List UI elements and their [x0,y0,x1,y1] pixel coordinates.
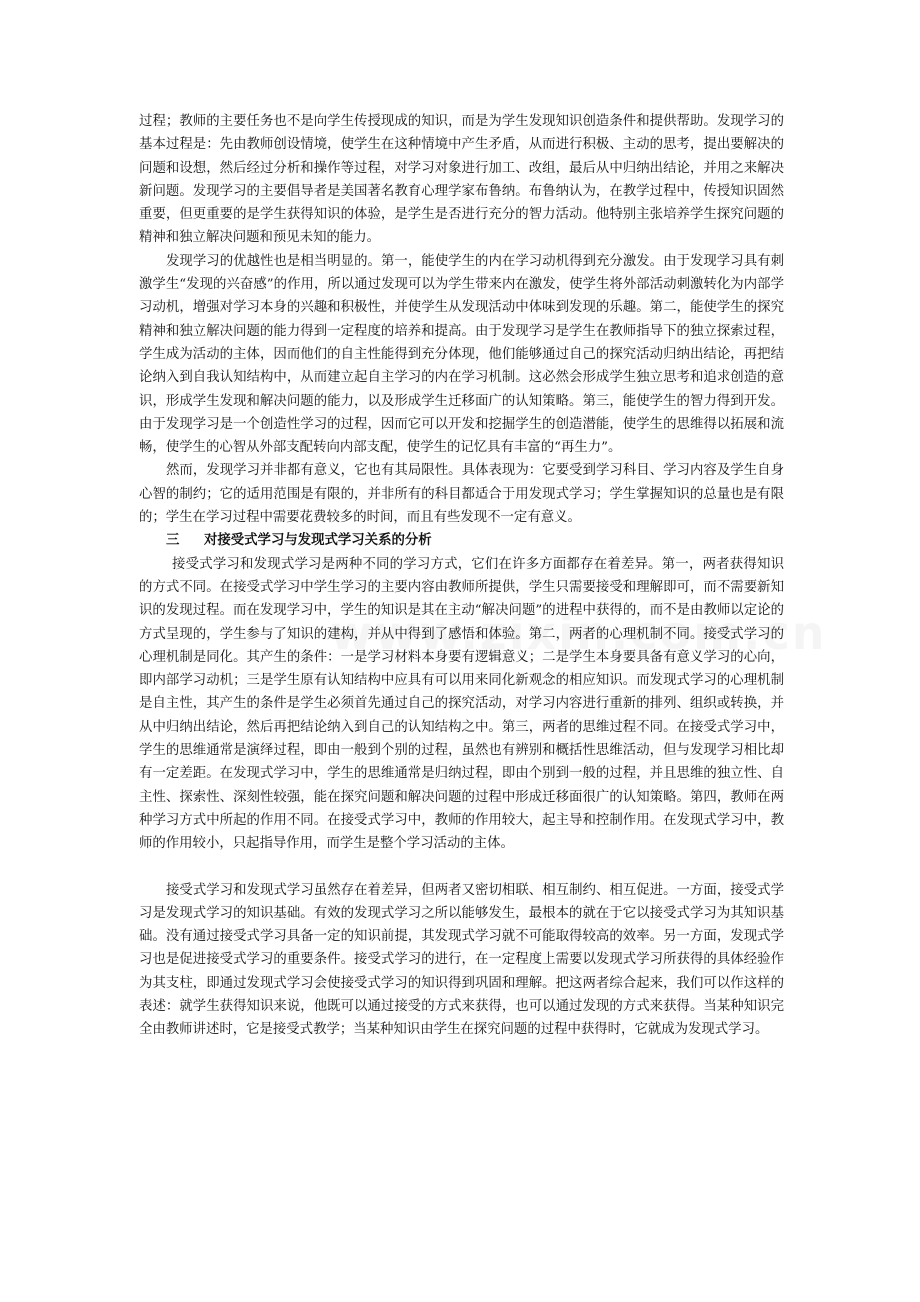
section-heading-title: 对接受式学习与发现式学习关系的分析 [204,532,432,549]
section-heading [139,529,784,552]
paragraph-differences: 接受式学习和发现式学习是两种不同的学习方式，它们在许多方面都存在着差异。第一，两者获得知识的方式不同。在接受式学习中学生学习的主要内容由教师所提供，学生只需要接受和理解即可，而不需要新知识的发现过程。而在发现学习中，学生的知识是其在主动“解决问题”的进程中获得的，而不是由教师以定论的方式呈现的，学生参与了知识的建构，并从中得到了感悟和体验。第二，两者的心理机制不同。接受式学习的心理机制是同化。其产生的条件：一是学习材料本身要有逻辑意义；二是学生本身要具备有意义学习的心向，即内部学习动机；三是学生原有认知结构中应具有可以用来同化新观念的相应知识。而发现式学习的心理机制是自主性，其产生的条件是学生必须首先通过自己的探究活动，对学习内容进行重新的排列、组织或转换，并从中归纳出结论，然后再把结论纳入到自己的认知结构之中。第三，两者的思维过程不同。在接受式学习中，学生的思维通常是演绎过程，即由一般到个别的过程，虽然也有辨别和概括性思维活动，但与发现学习相比却有一定差距。在发现式学习中，学生的思维通常是归纳过程，即由个别到一般的过程，并且思维的独立性、自主性、探索性、深刻性较强，能在探究问题和解决问题的过程中形成迁移面很广的认知策略。第四，教师在两种学习方式中所起的作用不同。在接受式学习中，教师的作用较大，起主导和控制作用。在发现式学习中，教师的作用较小，只起指导作用，而学生是整个学习活动的主体。 [139,556,784,852]
paragraph-discovery-limitations: 然而，发现学习并非都有意义，它也有其局限性。具体表现为：它要受到学习科目、学习内容及学生自身心智的制约；它的适用范围是有限的，并非所有的科目都适合于用发现式学习；学生掌握知识的总量也是有限的；学生在学习过程中需要花费较多的时间，而且有些发现不一定有意义。 [139,463,784,526]
document-page [139,110,784,1042]
paragraph-gap [139,856,784,879]
paragraph-discovery-advantages: 发现学习的优越性也是相当明显的。第一，能使学生的内在学习动机得到充分激发。由于发现学习具有刺激学生“发现的兴奋感”的作用，所以通过发现可以为学生带来内在激发，使学生将外部活动刺激转化为内部学习动机，增强对学习本身的兴趣和积极性，并使学生从发现活动中体味到发现的乐趣。第二，能使学生的探究精神和独立解决问题的能力得到一定程度的培养和提高。由于发现学习是学生在教师指导下的独立探索过程，学生成为活动的主体，因而他们的自主性能得到充分体现，他们能够通过自己的探究活动归纳出结论，再把结论纳入到自我认知结构中，从而建立起自主学习的内在学习机制。这必然会形成学生独立思考和追求创造的意识，形成学生发现和解决问题的能力，以及形成学生迁移面广的认知策略。第三，能使学生的智力得到开发。由于发现学习是一个创造性学习的过程，因而它可以开发和挖掘学生的创造潜能，使学生的思维得以拓展和流畅，使学生的心智从外部支配转向内部支配，使学生的记忆具有丰富的“再生力”。 [139,253,784,456]
paragraph-discovery-process: 过程；教师的主要任务也不是向学生传授现成的知识，而是为学生发现知识创造条件和提供帮助。发现学习的基本过程是：先由教师创设情境，使学生在这种情境中产生矛盾，从而进行积极、主动的思考，提出要解决的问题和设想，然后经过分析和操作等过程，对学习对象进行加工、改组，最后从中归纳出结论，并用之来解决新问题。发现学习的主要倡导者是美国著名教育心理学家布鲁纳。布鲁纳认为，在教学过程中，传授知识固然重要，但更重要的是学生获得知识的体验，是学生是否进行充分的智力活动。他特别主张培养学生探究问题的精神和独立解决问题和预见未知的能力。 [139,114,784,246]
paragraph-relationship: 接受式学习和发现式学习虽然存在着差异，但两者又密切相联、相互制约、相互促进。一方面，接受式学习是发现式学习的知识基础。有效的发现式学习之所以能够发生，最根本的就在于它以接受式学习为其知识基础。没有通过接受式学习具备一定的知识前提，其发现式学习就不可能取得较高的效率。另一方面，发现式学习也是促进接受式学习的重要条件。接受式学习的进行，在一定程度上需要以发现式学习所获得的具体经验作为其支柱，即通过发现式学习会使接受式学习的知识得到巩固和理解。把这两者综合起来，我们可以作这样的表述：就学生获得知识来说，他既可以通过接受的方式来获得，也可以通过发现的方式来获得。当某种知识完全由教师讲述时，它是接受式教学；当某种知识由学生在探究问题的过程中获得时，它就成为发现式学习。 [139,882,784,1038]
section-heading-number: 三 [166,532,180,549]
